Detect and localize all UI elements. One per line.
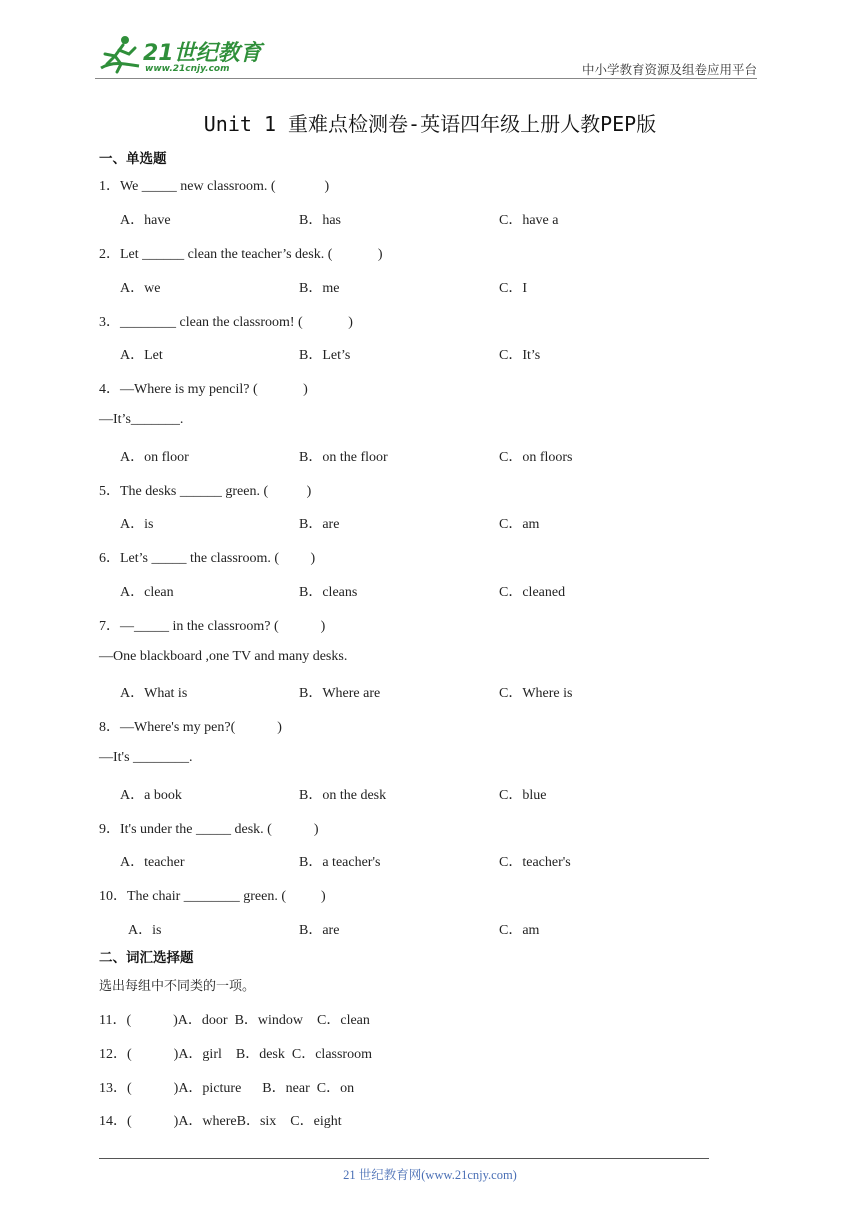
q6-option-b: B．cleans bbox=[299, 585, 358, 600]
q5-option-b: B．are bbox=[299, 517, 340, 532]
page-title: Unit 1 重难点检测卷-英语四年级上册人教PEP版 bbox=[203, 112, 657, 136]
q4-option-a: A．on floor bbox=[120, 450, 189, 465]
q9-option-b: B．a teacher's bbox=[299, 855, 381, 870]
question-7: 7．—_____ in the classroom? ( ) bbox=[99, 619, 326, 634]
q9-option-a: A．teacher bbox=[120, 855, 185, 870]
q3-option-a: A．Let bbox=[120, 348, 163, 363]
q4-option-b: B．on the floor bbox=[299, 450, 388, 465]
question-4-line-2: —It’s_______. bbox=[99, 412, 184, 427]
q8-option-c: C．blue bbox=[499, 788, 547, 803]
section-heading-single-choice: 一、单选题 bbox=[99, 151, 167, 167]
q1-option-b: B．has bbox=[299, 213, 341, 228]
q9-option-c: C．teacher's bbox=[499, 855, 571, 870]
vocab-question-14: 14．( )A．whereB．six C．eight bbox=[99, 1114, 342, 1129]
header-tagline: 中小学教育资源及组卷应用平台 bbox=[581, 63, 757, 77]
footer-text: 21 世纪教育网(www.21cnjy.com) bbox=[343, 1168, 517, 1182]
question-8: 8．—Where's my pen?( ) bbox=[99, 720, 282, 735]
q7-option-b: B．Where are bbox=[299, 686, 381, 701]
question-2: 2．Let ______ clean the teacher’s desk. ( ) bbox=[99, 247, 383, 262]
question-1: 1．We _____ new classroom. ( ) bbox=[99, 179, 330, 194]
q4-option-c: C．on floors bbox=[499, 450, 573, 465]
q6-option-a: A．clean bbox=[120, 585, 174, 600]
logo-url: www.21cnjy.com bbox=[145, 64, 230, 74]
q10-option-b: B．are bbox=[299, 923, 340, 938]
vocab-instruction: 选出每组中不同类的一项。 bbox=[99, 979, 256, 994]
logo bbox=[95, 34, 265, 78]
question-10: 10．The chair ________ green. ( ) bbox=[99, 889, 326, 904]
vocab-question-13: 13．( )A．picture B．near C．on bbox=[99, 1081, 355, 1096]
section-heading-vocabulary: 二、词汇选择题 bbox=[99, 950, 194, 966]
q2-option-c: C．I bbox=[499, 281, 527, 296]
q7-option-a: A．What is bbox=[120, 686, 188, 701]
question-6: 6．Let’s _____ the classroom. ( ) bbox=[99, 551, 316, 566]
question-4: 4．—Where is my pencil? ( ) bbox=[99, 382, 308, 397]
q3-option-b: B．Let’s bbox=[299, 348, 351, 363]
question-9: 9．It's under the _____ desk. ( ) bbox=[99, 822, 319, 837]
q10-option-c: C．am bbox=[499, 923, 540, 938]
q7-option-c: C．Where is bbox=[499, 686, 573, 701]
vocab-question-12: 12．( )A．girl B．desk C．classroom bbox=[99, 1047, 372, 1062]
q5-option-c: C．am bbox=[499, 517, 540, 532]
footer-divider bbox=[99, 1158, 709, 1159]
q1-option-a: A．have bbox=[120, 213, 171, 228]
vocab-question-11: 11．( )A．door B．window C．clean bbox=[99, 1013, 370, 1028]
q8-option-b: B．on the desk bbox=[299, 788, 387, 803]
q3-option-c: C．It’s bbox=[499, 348, 541, 363]
q5-option-a: A．is bbox=[120, 517, 154, 532]
header-divider bbox=[95, 78, 757, 79]
q2-option-a: A．we bbox=[120, 281, 161, 296]
q8-option-a: A．a book bbox=[120, 788, 182, 803]
question-7-line-2: —One blackboard ,one TV and many desks. bbox=[99, 649, 348, 664]
q6-option-c: C．cleaned bbox=[499, 585, 566, 600]
runner-logo-icon bbox=[95, 34, 141, 78]
page-header bbox=[95, 30, 757, 78]
question-5: 5．The desks ______ green. ( ) bbox=[99, 484, 312, 499]
q2-option-b: B．me bbox=[299, 281, 340, 296]
q10-option-a: A．is bbox=[128, 923, 162, 938]
logo-text: 21世纪教育 bbox=[143, 41, 262, 66]
q1-option-c: C．have a bbox=[499, 213, 559, 228]
question-3: 3．________ clean the classroom! ( ) bbox=[99, 315, 353, 330]
question-8-line-2: —It's ________. bbox=[99, 750, 193, 765]
